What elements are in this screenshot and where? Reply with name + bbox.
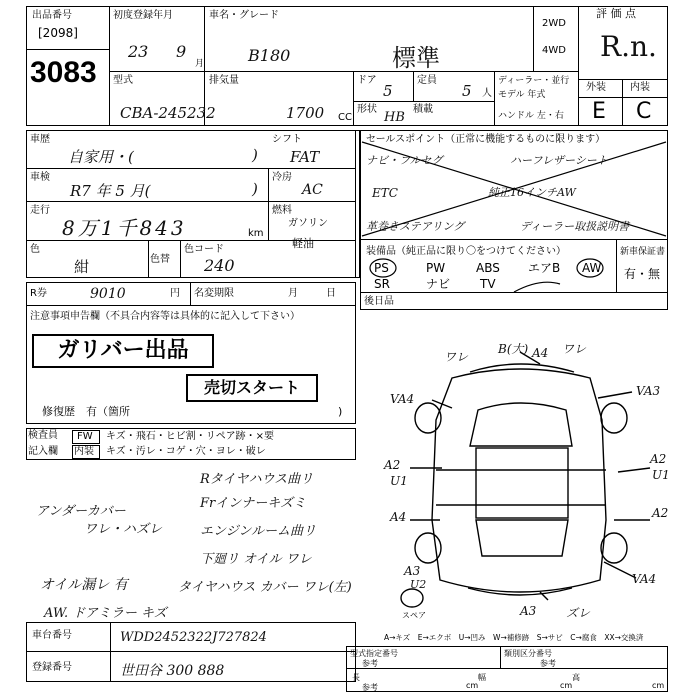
equip-airbag: エアB xyxy=(528,261,561,275)
eval-label: 評 価 点 xyxy=(596,7,636,20)
model-label: 型式 xyxy=(113,75,133,86)
int-items: キズ・汚レ・コゲ・穴・ヨレ・破レ xyxy=(106,446,266,457)
shift-value: FAT xyxy=(290,148,320,166)
sales-label: セールスポイント（正常に機能するものに限ります） xyxy=(366,134,606,145)
mark-4: ワレ xyxy=(562,342,587,356)
spare-label: スペア xyxy=(402,611,426,620)
recycle-label: R券 xyxy=(30,288,47,299)
sales-item-1: ナビ・フルセグ xyxy=(366,154,443,167)
equip-sr: SR xyxy=(374,277,390,291)
exterior-grade: E xyxy=(592,99,606,124)
dealer-label: ディーラー・並行 xyxy=(498,76,570,86)
dims-height: 高 xyxy=(572,673,580,682)
shape-label: 形状 xyxy=(357,104,377,115)
mark-16: VA4 xyxy=(632,572,657,586)
ac-value: AC xyxy=(302,182,323,198)
fw-items: キズ・飛石・ヒビ割・リペア跡・×要 xyxy=(106,431,274,442)
mark-7: A2 xyxy=(384,458,401,472)
damage-legend: A→キズ E→エクボ U→凹み W→補修跡 S→サビ C→腐食 XX→交換済 xyxy=(384,633,644,642)
mark-5: VA4 xyxy=(390,392,415,406)
drive-2wd: 2WD xyxy=(542,18,566,29)
fuel-label: 燃料 xyxy=(272,205,292,216)
handle-label: ハンドル 左・右 xyxy=(498,111,564,121)
model-year-label: モデル 年式 xyxy=(498,90,546,100)
note-6: 下廻リ オイル ワレ xyxy=(200,552,312,567)
first-reg-month: 9 xyxy=(176,42,187,61)
lot-number: 3083 xyxy=(30,56,97,89)
mark-14: U2 xyxy=(410,578,427,591)
mileage-label: 走行 xyxy=(30,205,50,216)
sales-item-3: ETC xyxy=(372,186,398,200)
grade: 標準 xyxy=(392,44,440,72)
category-label: 類別区分番号 xyxy=(504,649,552,658)
eval-score: R.n. xyxy=(600,30,657,63)
fuel-diesel: 軽油 xyxy=(292,237,314,250)
notes-label: 注意事項申告欄（不具合内容等は具体的に記入して下さい） xyxy=(30,311,300,322)
color-code: 240 xyxy=(204,256,235,275)
recycle-value: 9010 xyxy=(90,286,126,302)
note-8: タイヤハウス カバー ワレ(左) xyxy=(178,580,352,595)
inspection-label: 車検 xyxy=(30,172,50,183)
note-7: オイル漏レ 有 xyxy=(40,577,128,593)
dims-width: 幅 xyxy=(478,673,486,682)
lot-label: 出品番号 xyxy=(32,10,72,21)
capacity-label: 定員 xyxy=(417,75,437,86)
drive-4wd: 4WD xyxy=(542,45,566,56)
shift-label: シフト xyxy=(272,134,302,145)
fw-label: FW xyxy=(77,431,93,442)
mark-2: B(大) xyxy=(498,342,529,356)
mileage-value: 8万1千843 xyxy=(62,216,187,240)
note-4: Frインナーキズミ xyxy=(200,496,306,511)
fuel-gas: ガソリン xyxy=(288,218,328,229)
delivery-label: 後日品 xyxy=(364,296,394,307)
mark-18: ズレ xyxy=(566,606,591,620)
mark-1: ワレ xyxy=(444,350,469,364)
name-change-label: 名変期限 xyxy=(194,288,234,299)
gulliver-stamp: ガリバー出品 xyxy=(32,334,214,368)
note-1: Rタイヤハウス曲リ xyxy=(200,472,314,487)
int-label: 内装 xyxy=(74,446,94,457)
doors-label: ドア xyxy=(357,75,377,86)
inspection-value: R7 年 5 月( xyxy=(70,182,151,200)
history-label: 車歴 xyxy=(30,134,50,145)
exterior-label: 外装 xyxy=(586,82,606,93)
equip-navi: ナビ xyxy=(426,277,451,291)
color-value: 紺 xyxy=(74,258,90,276)
paint-label: 色替 xyxy=(150,254,170,265)
note-9: AW. ドアミラー キズ xyxy=(44,606,167,621)
note-2: アンダーカバー xyxy=(36,504,126,519)
mark-3: A4 xyxy=(532,346,549,360)
dims-length: 長 xyxy=(352,673,360,682)
warranty-label: 新車保証書 xyxy=(620,247,666,257)
load-label: 積載 xyxy=(413,104,433,115)
capacity-value: 5 xyxy=(462,82,472,100)
plate-label: 登録番号 xyxy=(32,662,72,673)
mark-13: A3 xyxy=(404,564,421,578)
mark-10: U1 xyxy=(652,468,670,482)
sell-stamp: 売切スタート xyxy=(186,374,318,402)
first-reg-year: 23 xyxy=(128,42,149,61)
lot-code: [2098] xyxy=(38,26,78,40)
equip-pw: PW xyxy=(426,261,446,275)
chassis-value: WDD2452322J727824 xyxy=(120,630,267,645)
repair-label: 修復歴 有（箇所 xyxy=(42,405,130,418)
plate-value: 世田谷 300 888 xyxy=(120,663,225,679)
displacement-value: 1700 xyxy=(286,104,325,122)
equipment-label: 装備品（純正品に限り〇をつけてください） xyxy=(366,246,566,257)
mark-12: A2 xyxy=(652,506,669,520)
equip-aw: AW xyxy=(582,261,602,275)
mark-8: U1 xyxy=(390,474,408,488)
interior-label: 内装 xyxy=(630,82,650,93)
mark-6: VA3 xyxy=(636,384,661,398)
equip-tv: TV xyxy=(480,277,496,291)
color-code-label: 色コード xyxy=(184,244,224,255)
note-5: エンジンルーム曲リ xyxy=(200,524,317,539)
model-value: CBA-245232 xyxy=(120,104,216,122)
chassis-label: 車台番号 xyxy=(32,630,72,641)
car-name-label: 車名・グレード xyxy=(209,10,279,21)
color-label: 色 xyxy=(30,244,40,255)
mark-17: A3 xyxy=(520,604,537,618)
sales-item-5: 革巻きステアリング xyxy=(366,220,465,233)
first-reg-label: 初度登録年月 xyxy=(113,10,173,21)
interior-grade: C xyxy=(636,99,652,124)
history-value: 自家用・( xyxy=(68,148,134,166)
designation-label: 型式指定番号 xyxy=(350,649,398,658)
equip-ps: PS xyxy=(374,261,389,275)
note-3: ワレ・ハズレ xyxy=(84,522,163,537)
shape-value: HB xyxy=(384,110,405,125)
sales-item-6: ディーラー取扱説明書 xyxy=(520,220,630,233)
displacement-label: 排気量 xyxy=(209,75,239,86)
mark-11: A4 xyxy=(390,510,407,524)
sales-item-2: ハーフレザーシート xyxy=(510,154,608,167)
inspector-label-2: 記入欄 xyxy=(28,446,58,457)
car-name: B180 xyxy=(248,46,291,65)
warranty-value: 有・無 xyxy=(624,267,661,281)
sales-item-4: 純正16インチAW xyxy=(488,186,576,199)
mark-9: A2 xyxy=(650,452,667,466)
equip-abs: ABS xyxy=(476,261,500,275)
inspector-label-1: 検査員 xyxy=(28,430,58,441)
doors-value: 5 xyxy=(383,82,393,100)
ac-label: 冷房 xyxy=(272,172,292,183)
